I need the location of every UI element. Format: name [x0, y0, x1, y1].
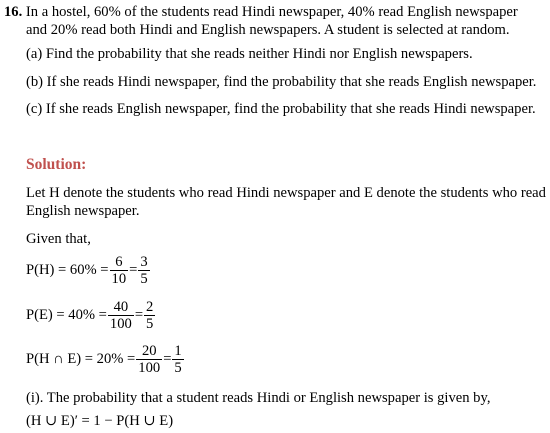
- fraction-denominator: 100: [138, 360, 161, 376]
- equals-sign: =: [129, 262, 138, 278]
- given-label: Given that,: [26, 231, 91, 247]
- question-part-b: (b) If she reads Hindi newspaper, find the probability that she reads English newspaper.: [26, 74, 537, 90]
- fraction-numerator: 3: [140, 254, 148, 270]
- complement-equation: (H ∪ E)′ = 1 − P(H ∪ E): [26, 413, 174, 429]
- question-part-c: (c) If she reads English newspaper, find the probability that she reads Hindi newspaper.: [26, 101, 536, 117]
- fraction-20-100: [136, 343, 162, 376]
- fraction-2-5: [144, 299, 155, 332]
- solution-part-i: (i). The probability that a student reads Hindi or English newspaper is given by,: [26, 390, 491, 406]
- fraction-numerator: 2: [146, 299, 154, 315]
- fraction-numerator: 40: [108, 299, 134, 316]
- fraction-denominator: 5: [140, 271, 148, 287]
- fraction-6-10: [110, 254, 129, 287]
- solution-intro-line-2: English newspaper.: [26, 203, 140, 219]
- question-text-1: In a hostel, 60% of the students read Hindi newspaper, 40% read English newspaper: [25, 4, 518, 20]
- fraction-numerator: 6: [110, 254, 129, 271]
- fraction-numerator: 20: [136, 343, 162, 360]
- equation-p-h-and-e: [26, 343, 185, 376]
- fraction-1-5: [172, 343, 183, 376]
- equation-p-h: [26, 254, 151, 287]
- fraction-40-100: [108, 299, 134, 332]
- solution-intro-line-1: Let H denote the students who read Hindi newspaper and E denote the students who read: [26, 185, 546, 201]
- question-line-2: and 20% read both Hindi and English newspapers. A student is selected at random.: [26, 22, 510, 38]
- equation-p-e: [26, 299, 156, 332]
- equation-p-h-lhs: P(H) = 60% =: [26, 262, 109, 278]
- fraction-denominator: 5: [174, 360, 182, 376]
- fraction-numerator: 1: [174, 343, 182, 359]
- equals-sign: =: [163, 351, 172, 367]
- fraction-denominator: 5: [146, 316, 154, 332]
- fraction-denominator: 10: [111, 271, 127, 287]
- solution-heading: Solution:: [26, 156, 87, 173]
- fraction-3-5: [138, 254, 149, 287]
- question-part-a: (a) Find the probability that she reads neither Hindi nor English newspapers.: [26, 46, 473, 62]
- question-line-1: [4, 4, 518, 21]
- equals-sign: =: [134, 307, 144, 323]
- fraction-denominator: 100: [109, 316, 132, 332]
- equation-p-h-and-e-lhs: P(H ∩ E) = 20% =: [26, 351, 136, 367]
- question-number: 16.: [4, 4, 23, 20]
- equation-p-e-lhs: P(E) = 40% =: [26, 307, 107, 323]
